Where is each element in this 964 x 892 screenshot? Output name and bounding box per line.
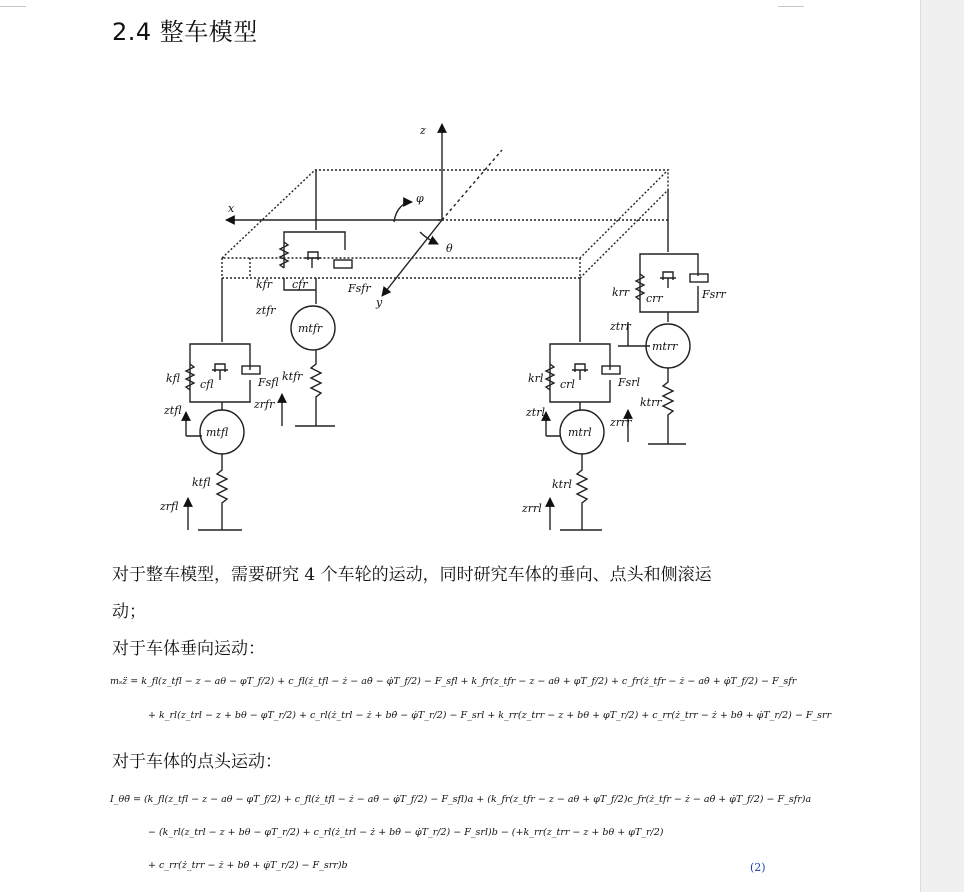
- label-theta: θ: [446, 242, 453, 255]
- label-fsfl: Fsfl: [258, 376, 279, 389]
- label-cfr: cfr: [292, 278, 308, 291]
- front-left-suspension: [186, 278, 260, 530]
- vehicle-model-figure: [150, 110, 726, 540]
- label-krr: krr: [612, 286, 630, 299]
- theta-rotation: [420, 232, 438, 244]
- label-x: x: [228, 202, 235, 215]
- label-ztfl: ztfl: [164, 404, 182, 417]
- label-ztrl: ztrl: [526, 406, 545, 419]
- label-ktfl: ktfl: [192, 476, 211, 489]
- equation-vertical-line-1: mₛz̈ = k_fl(z_tfl − z − aθ − φT_f/2) + c_fl(ż_tfl − ż − aθ̇ − φ̇T_f/2) − F_sfl + k_fr(z_tfr − z − aθ + φT_f/2) + c_fr(ż_tfr − ż − aθ̇ + φ̇T_f/2) − F_sfr: [110, 676, 797, 687]
- label-mtfr: mtfr: [298, 322, 323, 335]
- label-zrfl: zrfl: [160, 500, 179, 513]
- phi-rotation: [394, 202, 412, 222]
- margin-corner-mark-left: [0, 0, 26, 7]
- label-phi: φ: [416, 192, 424, 205]
- side-scroll-area[interactable]: [920, 0, 964, 892]
- label-krl: krl: [528, 372, 544, 385]
- equation-vertical-line-2: + k_rl(z_trl − z + bθ − φT_r/2) + c_rl(ż_trl − ż + bθ̇ − φ̇T_r/2) − F_srl + k_rr(z_trr − z + bθ + φT_r/2) + c_rr(ż_trr − ż + bθ̇ + φ̇T_r/2) − F_srr: [148, 710, 832, 721]
- label-ztfr: ztfr: [256, 304, 276, 317]
- label-ktrl: ktrl: [552, 478, 572, 491]
- paragraph-line: 动；: [112, 602, 146, 622]
- paragraph-line: 对于整车模型，需要研究 4 个车轮的运动，同时研究车体的垂向、点头和侧滚运: [112, 565, 712, 585]
- label-zrfr: zrfr: [254, 398, 275, 411]
- label-z: z: [420, 124, 426, 137]
- label-cfl: cfl: [200, 378, 214, 391]
- label-fsfr: Fsfr: [348, 282, 371, 295]
- paragraph-vertical-motion: 对于车体垂向运动：: [112, 639, 265, 659]
- label-fsrr: Fsrr: [702, 288, 726, 301]
- equation-pitch-line-3: + c_rr(ż_trr − ż + bθ̇ + φ̇T_r/2) − F_srr)b: [148, 860, 348, 871]
- equation-pitch-line-1: I_θθ̈ = (k_fl(z_tfl − z − aθ − φT_f/2) + c_fl(ż_tfl − ż − aθ̇ − φ̇T_f/2) − F_sfl)a + (k_fr(z_tfr − z − aθ + φT_f/2)c_fr(ż_tfr − ż − aθ̇ + φ̇T_f/2) − F_sfr)a: [110, 794, 812, 805]
- rear-right-suspension: [618, 190, 708, 444]
- equation-pitch-line-2: − (k_rl(z_trl − z + bθ − φT_r/2) + c_rl(ż_trl − ż + bθ̇ − φ̇T_r/2) − F_srl)b − (+k_rr(z_trr − z + bθ + φT_r/2): [148, 827, 664, 838]
- label-crl: crl: [560, 378, 575, 391]
- label-mtfl: mtfl: [206, 426, 229, 439]
- rear-left-suspension: [546, 278, 620, 530]
- paragraph-pitch-motion: 对于车体的点头运动：: [112, 752, 282, 772]
- label-zrrl: zrrl: [522, 502, 542, 515]
- equation-number: (2): [750, 861, 766, 874]
- car-body-outline: [222, 170, 668, 278]
- margin-corner-mark-right: [778, 0, 804, 7]
- label-y: y: [376, 296, 383, 309]
- label-ktfr: ktfr: [282, 370, 303, 383]
- label-kfr: kfr: [256, 278, 272, 291]
- section-heading: 2.4 整车模型: [112, 18, 258, 46]
- label-mtrl: mtrl: [568, 426, 592, 439]
- label-crr: crr: [646, 292, 663, 305]
- label-fsrl: Fsrl: [618, 376, 641, 389]
- label-zrrr: zrrr: [610, 416, 632, 429]
- front-right-suspension: [280, 170, 352, 426]
- label-ztrr: ztrr: [610, 320, 631, 333]
- label-kfl: kfl: [166, 372, 181, 385]
- label-mtrr: mtrr: [652, 340, 678, 353]
- label-ktrr: ktrr: [640, 396, 662, 409]
